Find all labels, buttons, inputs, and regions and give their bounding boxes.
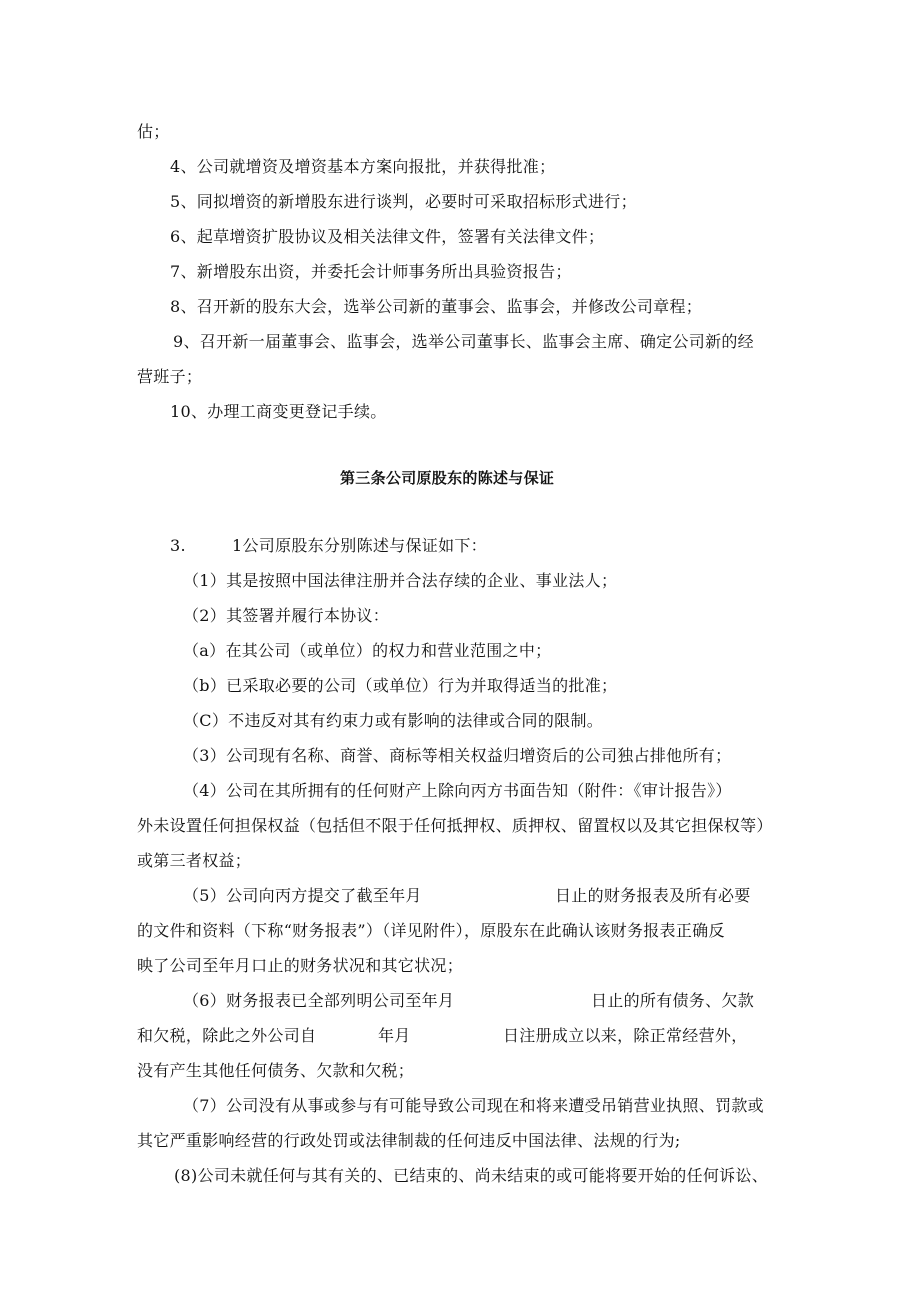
step-6: 6、起草增资扩股协议及相关法律文件，签署有关法律文件；	[170, 227, 605, 246]
item-6-line-2-part-2: 年月	[378, 1026, 411, 1045]
step-9-line-2: 营班子；	[137, 367, 203, 386]
item-1: （1）其是按照中国法律注册并合法存续的企业、事业法人；	[183, 571, 618, 590]
item-3: （3）公司现有名称、商誉、商标等相关权益归增资后的公司独占排他所有；	[183, 746, 732, 765]
item-4-line-1: （4）公司在其所拥有的任何财产上除向丙方书面告知（附件：《审计报告》）	[183, 781, 732, 800]
item-6-line-2-part-1: 和欠税，除此之外公司自	[137, 1026, 317, 1045]
item-4-line-2: 外未设置任何担保权益（包括但不限于任何抵押权、质押权、留置权以及其它担保权等）	[137, 816, 773, 835]
clause-3-1-number: 3.	[170, 536, 186, 555]
item-c: （C）不违反对其有约束力或有影响的法律或合同的限制。	[183, 711, 604, 730]
item-b: （b）已采取必要的公司（或单位）行为并取得适当的批准；	[183, 676, 618, 695]
paragraph-continuation: 估；	[137, 122, 170, 141]
item-6-line-1-part-1: （6）财务报表已全部列明公司至年月	[183, 991, 455, 1010]
section-heading: 第三条公司原股东的陈述与保证	[340, 469, 555, 487]
item-7-line-2: 其它严重影响经营的行政处罚或法律制裁的任何违反中国法律、法规的行为;	[137, 1131, 681, 1150]
step-9-line-1: 9、召开新一届董事会、监事会，选举公司董事长、监事会主席、确定公司新的经	[173, 332, 754, 351]
item-6-line-3: 没有产生其他任何债务、欠款和欠税；	[137, 1061, 415, 1080]
step-5: 5、同拟增资的新增股东进行谈判，必要时可采取招标形式进行；	[170, 192, 637, 211]
clause-3-1-text: 1公司原股东分别陈述与保证如下：	[232, 536, 487, 555]
item-5-line-1-part-2: 日止的财务报表及所有必要	[555, 886, 751, 905]
item-5-line-3: 映了公司至年月口止的财务状况和其它状况；	[137, 956, 464, 975]
step-4: 4、公司就增资及增资基本方案向报批，并获得批准；	[170, 157, 556, 176]
item-5-line-2: 的文件和资料（下称“财务报表”）（详见附件），原股东在此确认该财务报表正确反	[137, 921, 725, 940]
item-6-line-1-part-2: 日止的所有债务、欠款	[591, 991, 755, 1010]
item-2: （2）其签署并履行本协议：	[183, 606, 390, 625]
item-5-line-1-part-1: （5）公司向丙方提交了截至年月	[183, 886, 422, 905]
item-6-line-2-part-3: 日注册成立以来，除正常经营外，	[503, 1026, 748, 1045]
step-8: 8、召开新的股东大会，选举公司新的董事会、监事会，并修改公司章程；	[170, 297, 703, 316]
step-7: 7、新增股东出资，并委托会计师事务所出具验资报告；	[170, 262, 572, 281]
item-a: （a）在其公司（或单位）的权力和营业范围之中；	[183, 641, 552, 660]
item-7-line-1: （7）公司没有从事或参与有可能导致公司现在和将来遭受吊销营业执照、罚款或	[183, 1096, 764, 1115]
item-8-line-1: (8)公司未就任何与其有关的、已结束的、尚未结束的或可能将要开始的任何诉讼、	[174, 1166, 769, 1185]
item-4-line-3: 或第三者权益；	[137, 851, 252, 870]
step-10: 10、办理工商变更登记手续。	[170, 402, 387, 421]
